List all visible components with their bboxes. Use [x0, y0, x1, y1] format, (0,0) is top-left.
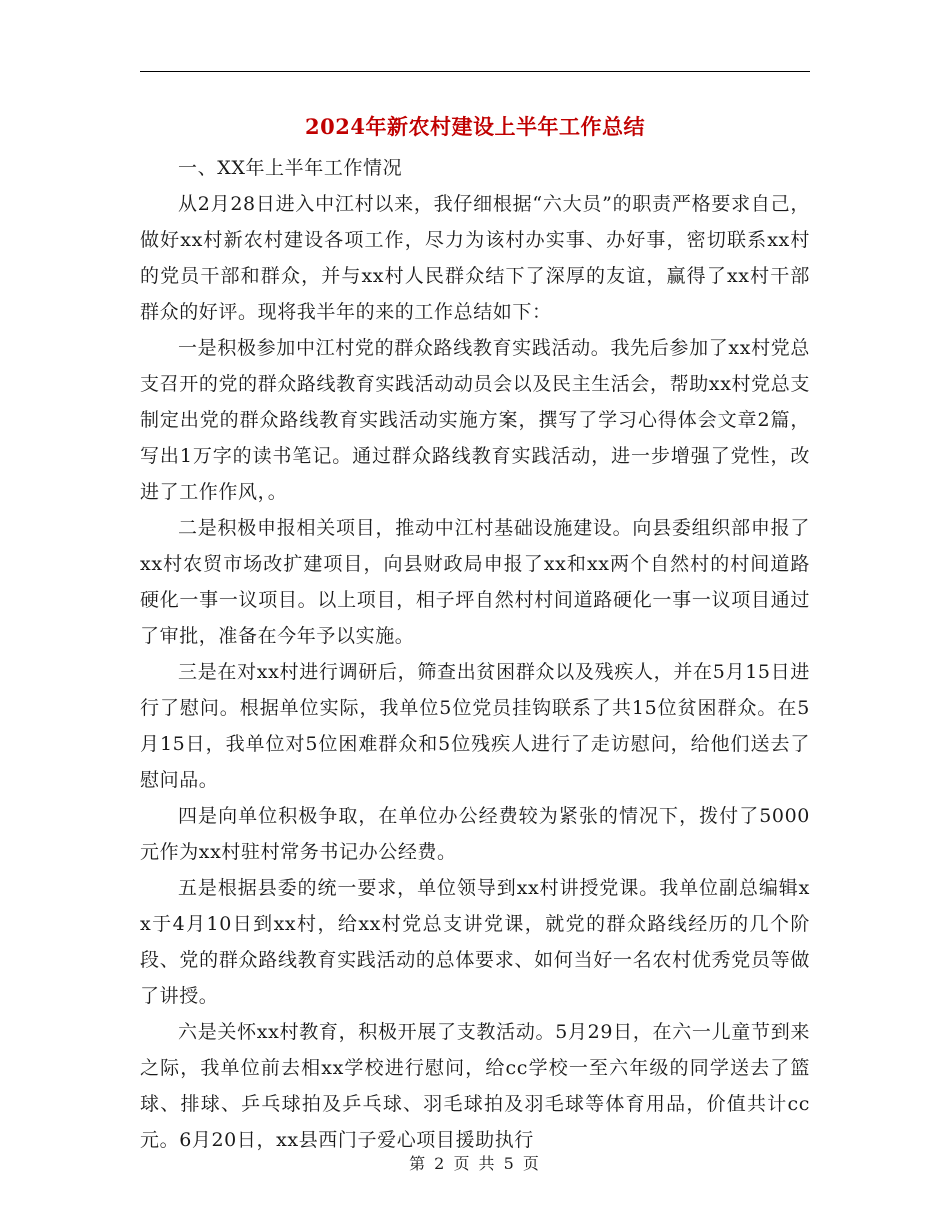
- header-rule: [140, 71, 810, 72]
- section-heading: 一、XX年上半年工作情况: [178, 157, 403, 179]
- document-title: 2024年新农村建设上半年工作总结: [305, 114, 645, 139]
- paragraph-item-6: 六是关怀xx村教育，积极开展了支教活动。5月29日，在六一儿童节到来之际，我单位前去相xx学校进行慰问，给cc学校一至六年级的同学送去了篮球、排球、乒乓球拍及乒乓球、羽毛球拍及羽毛球等体育用品，价值共计cc元。6月20日，xx县西门子爱心项目援助执行: [140, 1021, 810, 1151]
- paragraph-item-5: 五是根据县委的统一要求，单位领导到xx村讲授党课。我单位副总编辑xx于4月10日到xx村，给xx村党总支讲党课，就党的群众路线经历的几个阶段、党的群众路线教育实践活动的总体要求、如何当好一名农村优秀党员等做了讲授。: [140, 877, 810, 1007]
- page-footer: 第 2 页 共 5 页: [409, 1154, 541, 1173]
- paragraph-item-4: 四是向单位积极争取，在单位办公经费较为紧张的情况下，拨付了5000元作为xx村驻村常务书记办公经费。: [140, 805, 810, 863]
- document-body: [140, 150, 810, 1158]
- paragraph-intro: 从2月28日进入中江村以来，我仔细根据“六大员”的职责严格要求自己，做好xx村新农村建设各项工作，尽力为该村办实事、办好事，密切联系xx村的党员干部和群众，并与xx村人民群众结下了深厚的友谊，赢得了xx村干部群众的好评。现将我半年的来的工作总结如下：: [140, 193, 810, 323]
- paragraph-item-2: 二是积极申报相关项目，推动中江村基础设施建设。向县委组织部申报了xx村农贸市场改扩建项目，向县财政局申报了xx和xx两个自然村的村间道路硬化一事一议项目。以上项目，相子坪自然村村间道路硬化一事一议项目通过了审批，准备在今年予以实施。: [140, 517, 810, 647]
- paragraph-item-1: 一是积极参加中江村党的群众路线教育实践活动。我先后参加了xx村党总支召开的党的群众路线教育实践活动动员会以及民主生活会，帮助xx村党总支制定出党的群众路线教育实践活动实施方案，撰写了学习心得体会文章2篇，写出1万字的读书笔记。通过群众路线教育实践活动，进一步增强了党性，改进了工作作风，。: [140, 337, 810, 503]
- paragraph-item-3: 三是在对xx村进行调研后，筛查出贫困群众以及残疾人，并在5月15日进行了慰问。根据单位实际，我单位5位党员挂钩联系了共15位贫困群众。在5月15日，我单位对5位困难群众和5位残疾人进行了走访慰问，给他们送去了慰问品。: [140, 661, 810, 791]
